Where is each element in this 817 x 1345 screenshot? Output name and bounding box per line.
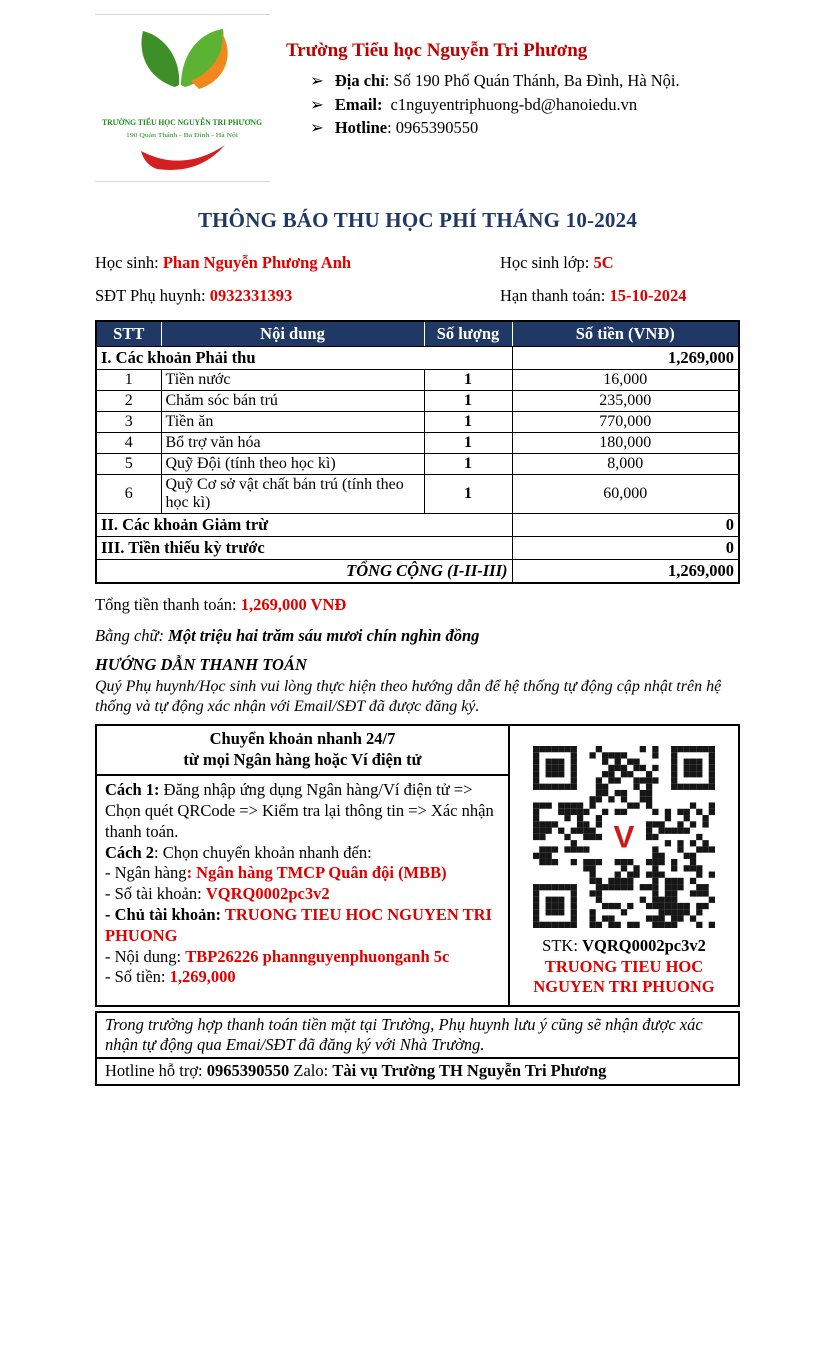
account-holder-value: TRUONG TIEU HOC NGUYEN TRI PHUONG: [105, 905, 492, 945]
due-date-field: [500, 286, 700, 307]
amount-in-words-line: [95, 626, 740, 646]
school-name: Trường Tiểu học Nguyễn Tri Phương: [286, 40, 588, 61]
student-class-value: 5C: [593, 253, 614, 272]
method-1-label: Cách 1:: [105, 780, 160, 800]
payment-guide-text: Quý Phụ huynh/Học sinh vui lòng thực hiện theo hướng dẫn để hệ thống tự động cập nhật trên hệ thống và tự động xác nhận với Email/SĐT đã được đăng ký.: [95, 678, 722, 715]
student-name-value: Phan Nguyễn Phương Anh: [162, 253, 352, 272]
support-hotline-value: 0965390550: [206, 1060, 290, 1080]
fee-table-row: [96, 412, 739, 433]
student-name-field: [95, 253, 500, 274]
row-description: Chăm sóc bán trú: [161, 391, 424, 412]
address-line: [310, 71, 680, 92]
transfer-content-label: - Nội dung:: [105, 946, 186, 966]
row-stt: 5: [96, 454, 161, 475]
parent-phone-label: SĐT Phụ huynh:: [95, 285, 210, 305]
col-header-quantity: Số lượng: [424, 321, 512, 346]
account-holder-line: [105, 905, 500, 947]
row-amount: 16,000: [512, 370, 739, 391]
row-quantity: 1: [424, 370, 512, 391]
zalo-label: Zalo:: [289, 1060, 333, 1080]
fee-table-header-row: [96, 321, 739, 346]
bank-label: - Ngân hàng: [105, 863, 187, 883]
method-1-text: Đăng nhập ứng dụng Ngân hàng/Ví điện tử => Chọn quét QRCode => Kiểm tra lại thông tin => Xác nhận thanh toán.: [105, 780, 494, 841]
email-line: [310, 95, 680, 116]
row-quantity: 1: [424, 433, 512, 454]
section-amount: 0: [512, 514, 739, 537]
page-title: THÔNG BÁO THU HỌC PHÍ THÁNG 10-2024: [197, 208, 638, 232]
col-header-description: Nội dung: [161, 321, 424, 346]
student-name-label: Học sinh:: [95, 253, 163, 272]
section-label: II. Các khoản Giảm trừ: [96, 514, 512, 537]
document-header: [95, 14, 740, 182]
total-payment-line: [95, 595, 740, 615]
method-1: [105, 780, 500, 842]
fee-table-row: [96, 454, 739, 475]
hotline-label: Hotline: [334, 118, 388, 138]
qr-panel: [510, 726, 738, 1005]
fee-table-row: [96, 370, 739, 391]
cash-payment-note: Trong trường hợp thanh toán tiền mặt tại Trường, Phụ huynh lưu ý cũng sẽ nhận được xác nhận tự động qua Emai/SĐT đã đăng ký với Nhà Trường.: [97, 1013, 738, 1059]
email-value: c1nguyentriphuong-bd@hanoiedu.vn: [390, 94, 638, 114]
section-label: I. Các khoản Phải thu: [96, 347, 512, 370]
payment-box: [95, 724, 740, 1007]
payment-title-line2: từ mọi Ngân hàng hoặc Ví điện tử: [183, 749, 422, 769]
payment-instructions: [97, 726, 510, 1005]
tuition-notice-document: [95, 0, 740, 1086]
payment-qr-code: [533, 746, 715, 928]
row-quantity: 1: [424, 391, 512, 412]
row-stt: 4: [96, 433, 161, 454]
address-value: : Số 190 Phố Quán Thánh, Ba Đình, Hà Nội.: [384, 71, 680, 90]
section-amount: 1,269,000: [512, 347, 739, 370]
payment-title-line1: Chuyển khoản nhanh 24/7: [209, 729, 396, 749]
qr-account-holder: TRUONG TIEU HOC NGUYEN TRI PHUONG: [533, 957, 715, 996]
row-description: Bổ trợ văn hóa: [161, 433, 424, 454]
hotline-line: [310, 118, 680, 139]
col-header-stt: STT: [96, 321, 161, 346]
parent-phone-value: 0932331393: [209, 285, 293, 305]
row-amount: 235,000: [512, 391, 739, 412]
svg-text:V: V: [613, 819, 635, 855]
stk-value: VQRQ0002pc3v2: [582, 936, 706, 956]
bullet-arrow-icon: ➢: [310, 118, 324, 138]
fee-table-row: [96, 433, 739, 454]
transfer-content-line: [105, 947, 500, 968]
payment-box-title: [97, 726, 508, 776]
total-payment-value: 1,269,000 VNĐ: [240, 595, 347, 615]
amount-in-words-label: Bằng chữ:: [95, 626, 169, 646]
bullet-arrow-icon: ➢: [310, 71, 324, 90]
row-amount: 8,000: [512, 454, 739, 475]
fee-table-row: [96, 391, 739, 412]
amount-in-words-value: Một triệu hai trăm sáu mươi chín nghìn đồng: [168, 626, 480, 646]
hotline-value: : 0965390550: [387, 118, 479, 138]
row-quantity: 1: [424, 454, 512, 475]
payment-methods: [97, 776, 508, 994]
row-description: Quỹ Đội (tính theo học kì): [161, 454, 424, 475]
account-number-line: [105, 884, 500, 905]
row-description: Quỹ Cơ sở vật chất bán trú (tính theo học kì): [161, 475, 424, 514]
total-payment-label: Tổng tiền thanh toán:: [95, 595, 241, 615]
due-date-label: Hạn thanh toán:: [500, 285, 610, 305]
fee-table: [95, 320, 740, 584]
zalo-value: Tài vụ Trường TH Nguyễn Tri Phương: [332, 1060, 607, 1080]
row-stt: 6: [96, 475, 161, 514]
fee-table-row: [96, 475, 739, 514]
support-hotline-label: Hotline hỗ trợ:: [105, 1060, 207, 1080]
support-hotline-line: [97, 1059, 738, 1084]
row-amount: 180,000: [512, 433, 739, 454]
total-label: TỔNG CỘNG (I-II-III): [96, 560, 512, 584]
footer-notes-box: [95, 1011, 740, 1086]
row-stt: 1: [96, 370, 161, 391]
row-amount: 60,000: [512, 475, 739, 514]
method-2: [105, 843, 500, 864]
account-number-label: - Số tài khoản:: [105, 884, 206, 904]
school-logo-icon: [95, 19, 270, 177]
transfer-amount-line: [105, 967, 500, 988]
student-info: [95, 253, 740, 306]
section-row-previous-balance: [96, 537, 739, 560]
row-amount: 770,000: [512, 412, 739, 433]
stk-label: STK:: [542, 936, 583, 956]
logo-school-name: TRƯỜNG TIỂU HỌC NGUYỄN TRI PHƯƠNG: [102, 118, 270, 127]
row-stt: 2: [96, 391, 161, 412]
school-logo-box: [95, 14, 270, 182]
account-number-value: VQRQ0002pc3v2: [205, 884, 330, 904]
account-holder-label: - Chủ tài khoản:: [105, 905, 225, 925]
total-amount: 1,269,000: [512, 560, 739, 584]
total-row: [96, 560, 739, 584]
parent-phone-field: [95, 286, 500, 307]
section-row-receivables: [96, 347, 739, 370]
bank-line: [105, 863, 500, 884]
section-amount: 0: [512, 537, 739, 560]
row-description: Tiền nước: [161, 370, 424, 391]
section-label: III. Tiền thiếu kỳ trước: [96, 537, 512, 560]
address-label: Địa chỉ: [334, 71, 385, 90]
col-header-amount: Số tiền (VNĐ): [512, 321, 739, 346]
student-class-label: Học sinh lớp:: [500, 253, 594, 272]
section-row-deductions: [96, 514, 739, 537]
transfer-content-value: TBP26226 phannguyenphuonganh 5c: [185, 946, 450, 966]
due-date-value: 15-10-2024: [609, 285, 687, 305]
bank-value: : Ngân hàng TMCP Quân đội (MBB): [186, 863, 447, 883]
student-class-field: [500, 253, 700, 274]
transfer-amount-value: 1,269,000: [169, 967, 236, 987]
transfer-amount-label: - Số tiền:: [105, 967, 170, 987]
school-info: [286, 14, 680, 182]
payment-guide-title: HƯỚNG DẪN THANH TOÁN: [95, 655, 307, 675]
logo-address: 190 Quán Thánh - Ba Đình - Hà Nội: [126, 132, 239, 139]
logo-swoosh: [141, 145, 225, 170]
row-quantity: 1: [424, 412, 512, 433]
row-stt: 3: [96, 412, 161, 433]
method-2-text: : Chọn chuyển khoản nhanh đến:: [154, 842, 372, 862]
bullet-arrow-icon: ➢: [310, 94, 324, 114]
email-label: Email:: [334, 94, 383, 114]
stk-line: [514, 936, 734, 956]
method-2-label: Cách 2: [105, 842, 155, 862]
row-description: Tiền ăn: [161, 412, 424, 433]
row-quantity: 1: [424, 475, 512, 514]
